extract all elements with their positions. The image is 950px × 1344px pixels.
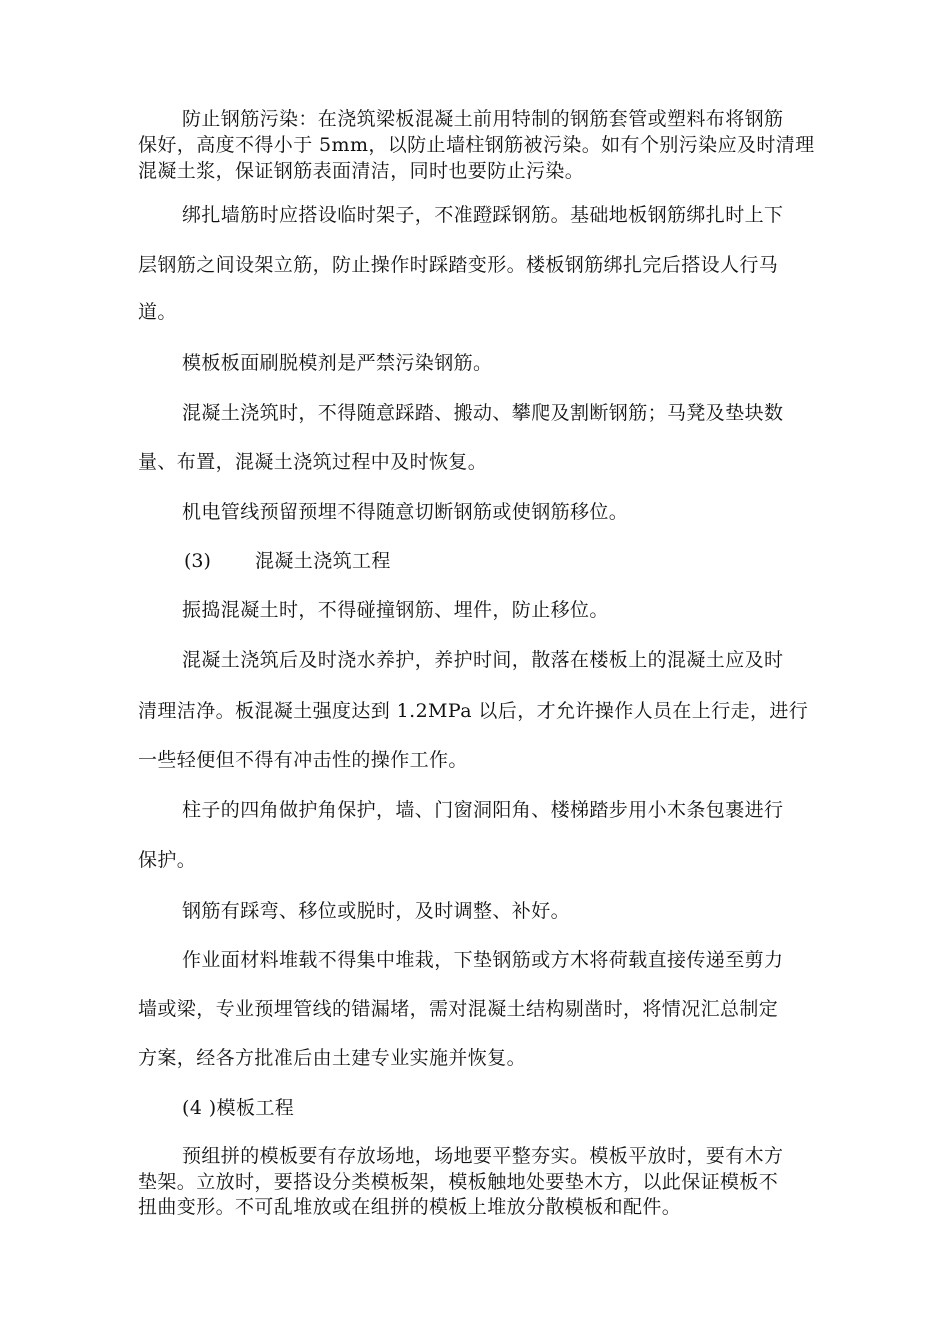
paragraph-line: 墙或梁，专业预埋管线的错漏堵，需对混凝土结构剔凿时，将情况汇总制定 xyxy=(138,998,779,1020)
paragraph-line: 预组拼的模板要有存放场地，场地要平整夯实。模板平放时，要有木方 xyxy=(182,1145,784,1167)
section-number: (3) xyxy=(184,550,211,572)
paragraph-line: 绑扎墙筋时应搭设临时架子，不准蹬踩钢筋。基础地板钢筋绑扎时上下 xyxy=(182,204,784,226)
paragraph-line: 层钢筋之间设架立筋，防止操作时踩踏变形。楼板钢筋绑扎完后搭设人行马 xyxy=(138,254,779,276)
paragraph-line: 清理洁净。板混凝土强度达到 1.2MPa 以后，才允许操作人员在上行走，进行 xyxy=(138,700,809,722)
section-heading: 混凝土浇筑工程 xyxy=(255,550,391,572)
paragraph-line: 保好，高度不得小于 5mm，以防止墙柱钢筋被污染。如有个别污染应及时清理 xyxy=(138,134,815,156)
paragraph-line: 柱子的四角做护角保护，墙、门窗洞阳角、楼梯踏步用小木条包裹进行 xyxy=(182,799,784,821)
paragraph-line: 作业面材料堆载不得集中堆栽，下垫钢筋或方木将荷载直接传递至剪力 xyxy=(182,949,784,971)
paragraph-line: 混凝土浇筑时，不得随意踩踏、搬动、攀爬及割断钢筋；马凳及垫块数 xyxy=(182,402,784,424)
paragraph-line: 模板板面刷脱模剂是严禁污染钢筋。 xyxy=(182,352,493,374)
paragraph-line: 钢筋有踩弯、移位或脱时，及时调整、补好。 xyxy=(182,900,571,922)
paragraph-line: 方案，经各方批准后由土建专业实施并恢复。 xyxy=(138,1047,527,1069)
paragraph-line: 扭曲变形。不可乱堆放或在组拼的模板上堆放分散模板和配件。 xyxy=(138,1196,682,1218)
paragraph-line: 混凝土浇筑后及时浇水养护，养护时间，散落在楼板上的混凝土应及时 xyxy=(182,649,784,671)
paragraph-line: 混凝土浆，保证钢筋表面清洁，同时也要防止污染。 xyxy=(138,160,585,182)
paragraph-line: 机电管线预留预埋不得随意切断钢筋或使钢筋移位。 xyxy=(182,501,629,523)
paragraph-line: 垫架。立放时，要搭设分类模板架，模板触地处要垫木方，以此保证模板不 xyxy=(138,1171,779,1193)
paragraph-line: 道。 xyxy=(138,301,177,323)
paragraph-line: 一些轻便但不得有冲击性的操作工作。 xyxy=(138,749,468,771)
paragraph-line: 防止钢筋污染：在浇筑梁板混凝土前用特制的钢筋套管或塑料布将钢筋 xyxy=(182,108,784,130)
section-heading: (4 )模板工程 xyxy=(182,1097,295,1119)
paragraph-line: 保护。 xyxy=(138,849,197,871)
paragraph-line: 量、布置，混凝土浇筑过程中及时恢复。 xyxy=(138,451,488,473)
paragraph-line: 振捣混凝土时，不得碰撞钢筋、埋件，防止移位。 xyxy=(182,599,609,621)
